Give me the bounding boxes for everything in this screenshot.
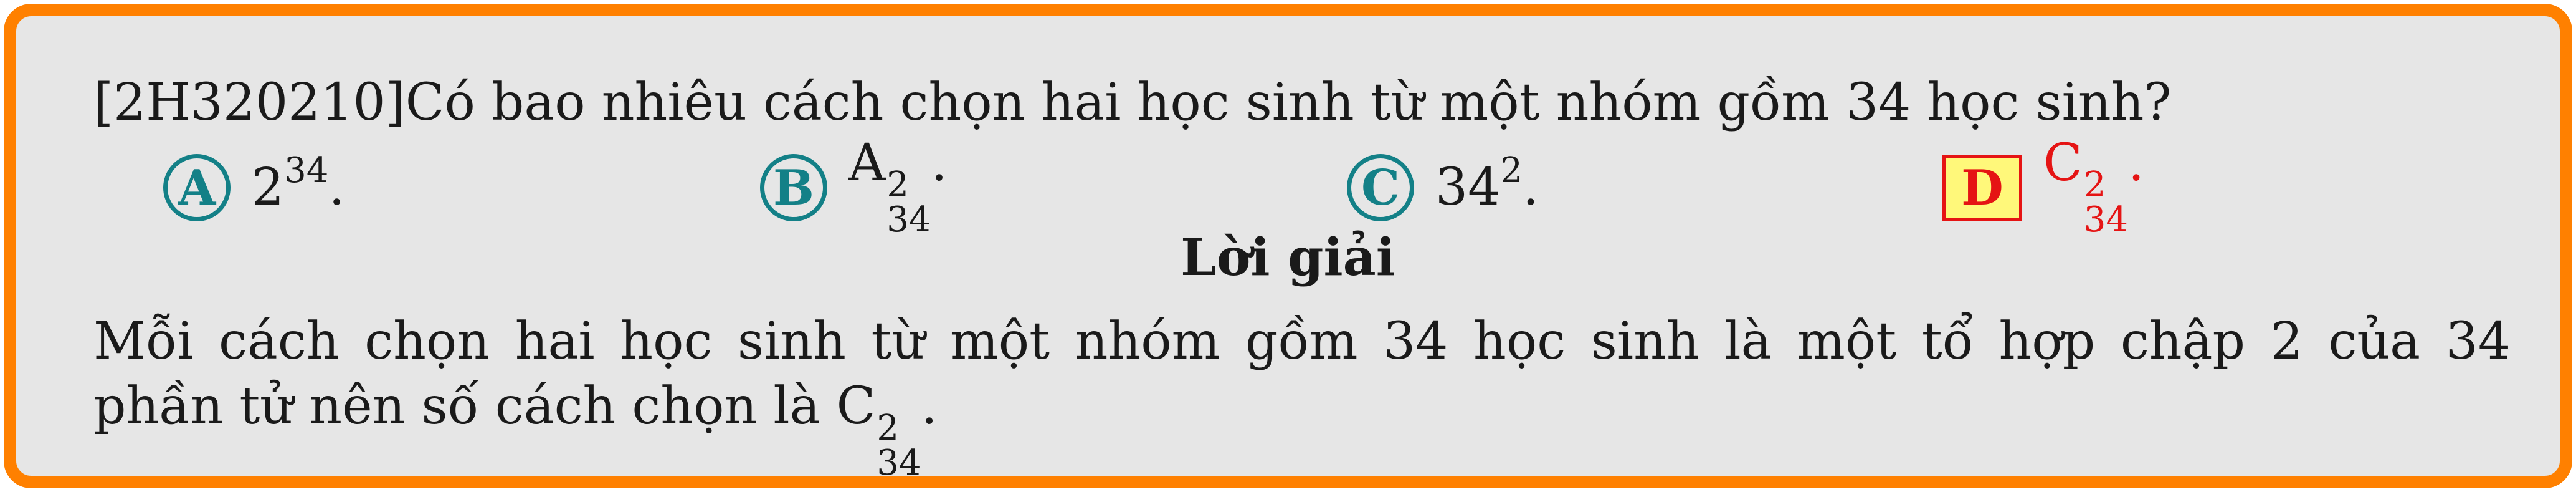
option-a-text: $2^{34}$.	[252, 150, 345, 217]
option-d-text: C 2 34 .	[2043, 133, 2145, 240]
option-a-letter: A	[163, 154, 231, 221]
solution-heading: Lời giải	[1181, 228, 1395, 287]
question-text: Có bao nhiêu cách chọn hai học sinh từ một nhóm gồm 34 học sinh?	[405, 73, 2172, 132]
option-c-letter: C	[1347, 154, 1414, 221]
option-a[interactable]	[163, 147, 345, 228]
option-c-text: $34^2$.	[1435, 150, 1539, 217]
solution-line-2: phần tử nên số cách chọn là C 2 34 .	[93, 377, 938, 483]
option-d-letter: D	[1942, 155, 2022, 221]
option-c[interactable]	[1347, 147, 1539, 228]
option-b-text: A 2 34 .	[848, 133, 948, 240]
question-card	[4, 4, 2572, 488]
solution-answer: C 2 34 .	[836, 377, 938, 483]
option-d-correct[interactable]	[1942, 133, 2145, 240]
option-b-letter: B	[760, 154, 827, 221]
question-code: [2H320210]	[93, 73, 406, 132]
option-b[interactable]	[760, 133, 948, 240]
solution-body	[93, 309, 2511, 481]
solution-line-1: Mỗi cách chọn hai học sinh từ một nhóm gồm 34 học sinh là một tổ hợp chập 2 của 34	[93, 312, 2511, 371]
question-line	[93, 69, 2171, 137]
